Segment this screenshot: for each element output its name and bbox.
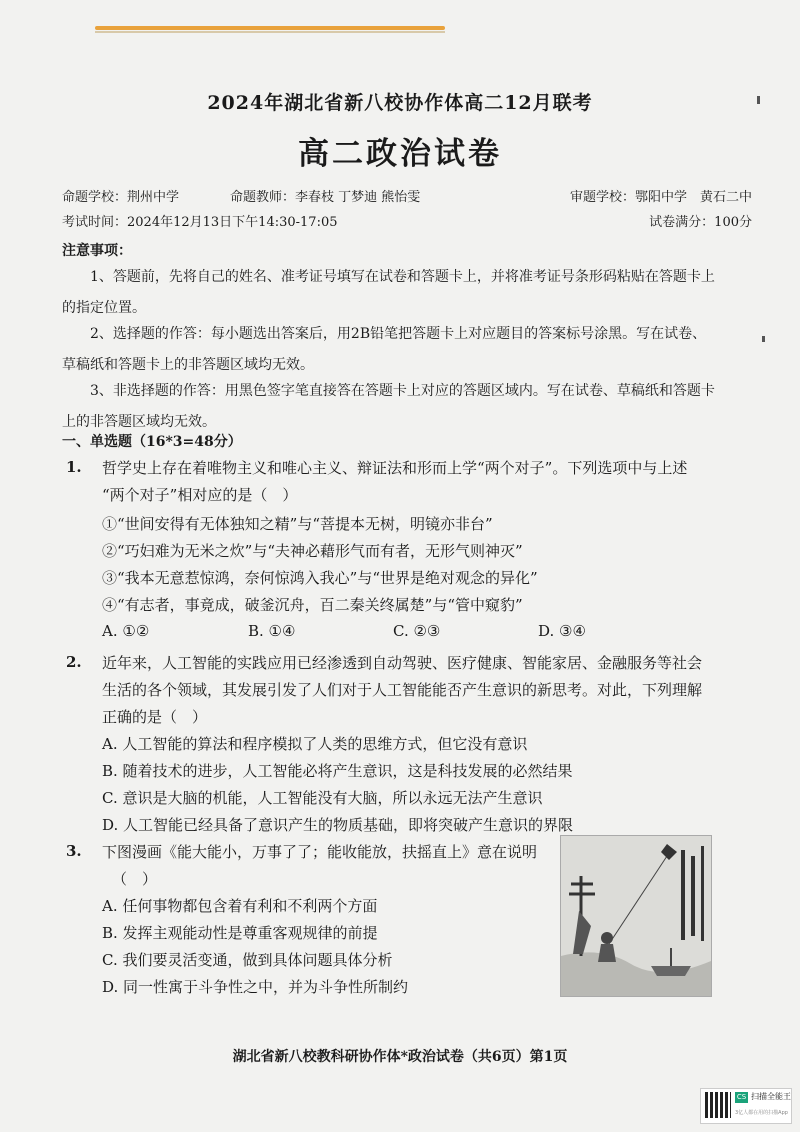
notes-heading: 注意事项： xyxy=(62,243,132,259)
top-edge-shadow xyxy=(95,31,445,33)
meta-row-1 xyxy=(62,186,752,205)
statement-item: ②“巧妇难为无米之炊”与“夫神必藉形气而有者，无形气则神灭” xyxy=(102,542,523,560)
question-stem: 近年来，人工智能的实践应用已经渗透到自动驾驶、医疗健康、智能家居、金融服务等社会 xyxy=(102,654,703,672)
top-edge-stripe xyxy=(95,26,445,30)
answer-option: B. ①④ xyxy=(248,622,296,640)
exam-title: 2024年湖北省新八校协作体高二12月联考 xyxy=(207,92,593,114)
note-item: 1、答题前，先将自己的姓名、准考证号填写在试卷和答题卡上，并将准考证号条形码粘贴在答题卡上的指定位置。 xyxy=(62,269,715,316)
question-number: 3. xyxy=(66,842,82,860)
qr-code-icon xyxy=(705,1092,731,1118)
answer-option: C. 我们要灵活变通，做到具体问题具体分析 xyxy=(102,951,393,969)
question-stem: 哲学史上存在着唯物主义和唯心主义、辩证法和形而上学“两个对子”。下列选项中与上述 xyxy=(102,459,688,477)
statement-item: ④“有志者，事竟成，破釜沉舟，百二秦关终属楚”与“管中窥豹” xyxy=(102,596,523,614)
answer-option: A. 人工智能的算法和程序模拟了人类的思维方式，但它没有意识 xyxy=(102,735,528,753)
answer-option: B. 发挥主观能动性是尊重客观规律的前提 xyxy=(102,924,378,942)
answer-option: C. ②③ xyxy=(393,622,441,640)
page-footer: 湖北省新八校教科研协作体*政治试卷（共6页）第1页 xyxy=(232,1049,568,1065)
question-stem: 生活的各个领域，其发展引发了人们对于人工智能能否产生意识的新思考。对此，下列理解 xyxy=(102,681,703,699)
scanner-title: 扫描全能王 xyxy=(751,1092,791,1101)
statement-item: ①“世间安得有无体独知之精”与“菩提本无树，明镜亦非台” xyxy=(102,515,493,533)
scanner-logo: CS xyxy=(736,1093,747,1101)
meta-review: 审题学校：鄂阳中学 黄石二中 xyxy=(569,190,752,205)
answer-option: D. 人工智能已经具备了意识产生的物质基础，即将突破产生意识的界限 xyxy=(102,816,574,834)
answer-option: C. 意识是大脑的机能，人工智能没有大脑，所以永远无法产生意识 xyxy=(102,789,543,807)
question-stem: 正确的是（ ） xyxy=(102,708,208,726)
meta-row-2 xyxy=(62,211,752,230)
answer-option: D. ③④ xyxy=(538,622,586,640)
note-item: 3、非选择题的作答：用黑色签字笔直接答在答题卡上对应的答题区域内。写在试卷、草稿纸和答题卡上的非答题区域均无效。 xyxy=(62,383,715,430)
question-number: 2. xyxy=(66,653,82,671)
meta-time: 考试时间：2024年12月13日下午14:30-17:05 xyxy=(62,215,338,230)
statement-item: ③“我本无意惹惊鸿，奈何惊鸿入我心”与“世界是绝对观念的异化” xyxy=(102,569,538,587)
answer-option: A. 任何事物都包含着有利和不利两个方面 xyxy=(102,897,378,915)
note-item: 2、选择题的作答：每小题选出答案后，用2B铅笔把答题卡上对应题目的答案标号涂黑。写在试卷、草稿纸和答题卡上的非答题区域均无效。 xyxy=(62,326,707,373)
answer-option: D. 同一性寓于斗争性之中，并为斗争性所制约 xyxy=(102,978,409,996)
question-stem: “两个对子”相对应的是（ ） xyxy=(102,486,298,504)
cartoon-image xyxy=(560,835,712,997)
scan-mark xyxy=(762,336,765,342)
scanner-watermark xyxy=(700,1088,792,1124)
meta-school: 命题学校：荆州中学 xyxy=(62,190,180,205)
paper-title: 高二政治试卷 xyxy=(298,136,502,172)
answer-option: A. ①② xyxy=(102,622,150,640)
section-title: 一、单选题（16*3=48分） xyxy=(62,434,242,450)
answer-option: B. 随着技术的进步，人工智能必将产生意识，这是科技发展的必然结果 xyxy=(102,762,573,780)
meta-teachers: 命题教师：李春枝 丁梦迪 熊怡雯 xyxy=(230,190,421,205)
scanner-subtitle: 3亿人都在用的扫描App xyxy=(735,1110,788,1116)
question-number: 1. xyxy=(66,458,82,476)
meta-score: 试卷满分：100分 xyxy=(649,215,752,230)
question-stem: （ ） xyxy=(112,870,158,888)
question-stem: 下图漫画《能大能小，万事了了；能收能放，扶摇直上》意在说明 xyxy=(102,843,538,861)
